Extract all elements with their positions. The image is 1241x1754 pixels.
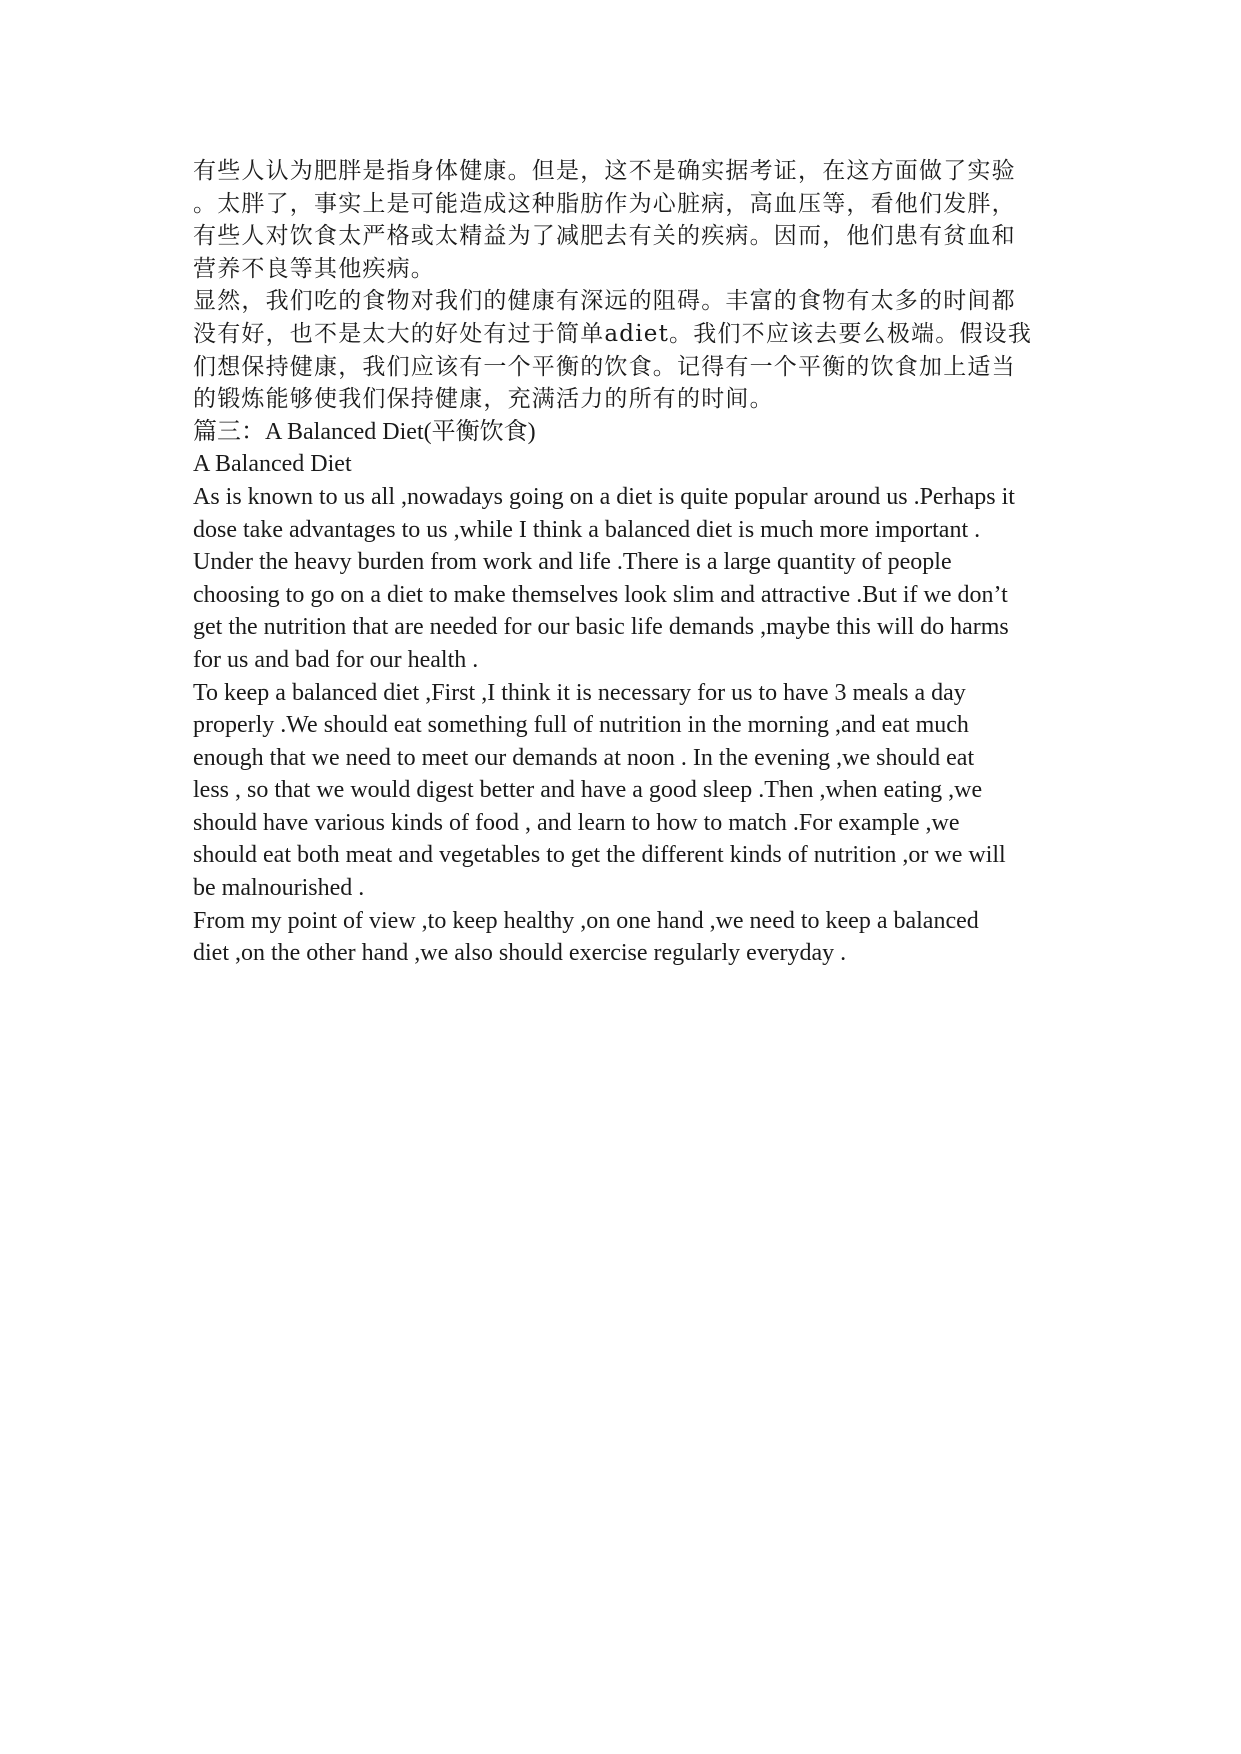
text-line: 们想保持健康，我们应该有一个平衡的饮食。记得有一个平衡的饮食加上适当 bbox=[193, 353, 1016, 380]
text-line: 有些人对饮食太严格或太精益为了减肥去有关的疾病。因而，他们患有贫血和 bbox=[193, 223, 1016, 250]
section-heading: 篇三：A Balanced Diet(平衡饮食) bbox=[193, 418, 536, 445]
text-line: diet ,on the other hand ,we also should exercise regularly everyday . bbox=[193, 940, 847, 967]
text-line: 。太胖了，事实上是可能造成这种脂肪作为心脏病，高血压等，看他们发胖， bbox=[193, 190, 1016, 217]
text-line: 没有好，也不是太大的好处有过于简单adiet。我们不应该去要么极端。假设我 bbox=[193, 320, 1033, 347]
text-line: Under the heavy burden from work and life .There is a large quantity of people bbox=[193, 549, 952, 576]
text-line: properly .We should eat something full of nutrition in the morning ,and eat much bbox=[193, 712, 969, 739]
document-body bbox=[193, 155, 1073, 970]
text-line: choosing to go on a diet to make themselves look slim and attractive .But if we don’t bbox=[193, 581, 1008, 608]
text-line: dose take advantages to us ,while I think a balanced diet is much more important . bbox=[193, 516, 981, 543]
text-line: As is known to us all ,nowadays going on a diet is quite popular around us .Perhaps it bbox=[193, 483, 1015, 510]
text-line: 营养不良等其他疾病。 bbox=[193, 255, 435, 282]
text-line: To keep a balanced diet ,First ,I think it is necessary for us to have 3 meals a day bbox=[193, 679, 966, 706]
text-line: 显然，我们吃的食物对我们的健康有深远的阻碍。丰富的食物有太多的时间都 bbox=[193, 288, 1016, 315]
text-line: for us and bad for our health . bbox=[193, 646, 479, 673]
text-line: enough that we need to meet our demands at noon . In the evening ,we should eat bbox=[193, 744, 975, 771]
text-line: 的锻炼能够使我们保持健康，充满活力的所有的时间。 bbox=[193, 386, 774, 413]
essay-title: A Balanced Diet bbox=[193, 451, 352, 478]
text-line: should eat both meat and vegetables to get the different kinds of nutrition ,or we will bbox=[193, 842, 1006, 869]
text-line: 有些人认为肥胖是指身体健康。但是，这不是确实据考证，在这方面做了实验 bbox=[193, 158, 1016, 184]
text-line: less , so that we would digest better and have a good sleep .Then ,when eating ,we bbox=[193, 777, 983, 804]
text-line: From my point of view ,to keep healthy ,on one hand ,we need to keep a balanced bbox=[193, 907, 979, 934]
text-line: be malnourished . bbox=[193, 875, 365, 902]
text-line: get the nutrition that are needed for our basic life demands ,maybe this will do harms bbox=[193, 614, 1009, 641]
text-line: should have various kinds of food , and learn to how to match .For example ,we bbox=[193, 809, 960, 836]
